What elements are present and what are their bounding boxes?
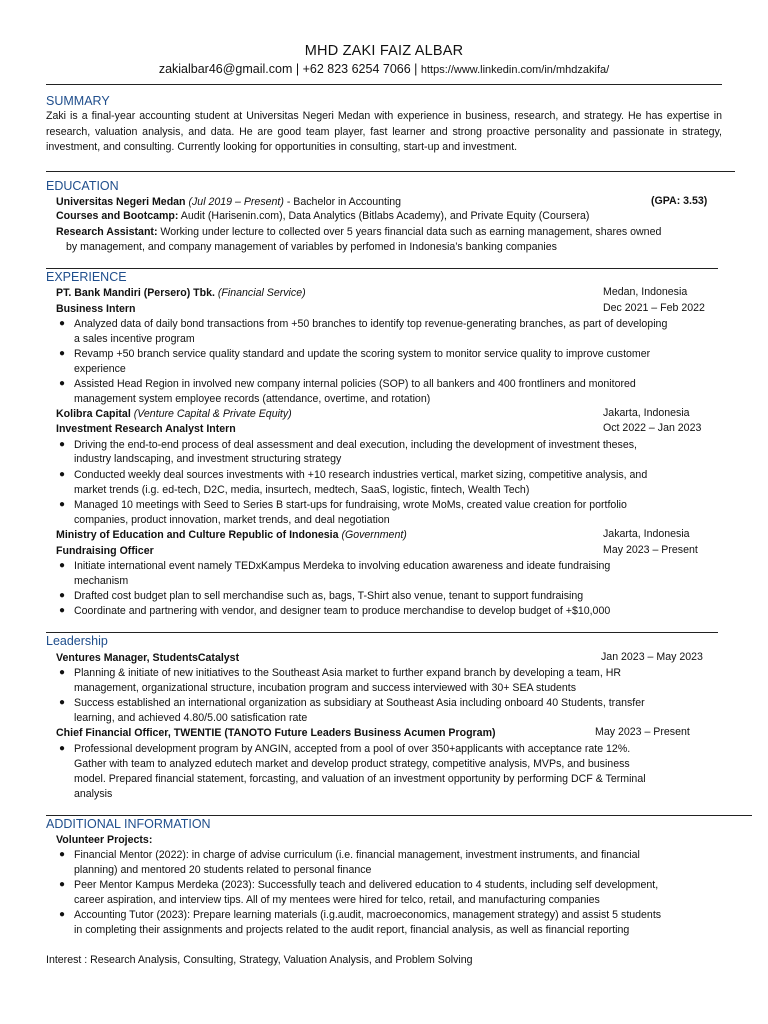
bullet-text-cont: planning) and mentored 20 students related to personal finance	[74, 864, 372, 876]
bullet-text-cont: mechanism	[74, 575, 129, 587]
job-org-line	[56, 407, 292, 422]
summary-text: Zaki is a final-year accounting student at Universitas Negeri Medan with experience in business, research, and strategy. He has expertise in research, valuation analysis, and data. He are good team player, fast learner and strong proactive personality and passionate in strategy, investment, and consulting. Currently looking for opportunities in consulting, start-up and investment.	[46, 110, 722, 154]
job-location: Jakarta, Indonesia	[603, 528, 690, 540]
job-org: Ministry of Education and Culture Republic of Indonesia	[56, 529, 339, 541]
leadership-heading: Leadership	[46, 634, 108, 648]
bullet-icon: ●	[59, 667, 66, 678]
bullet-text: Drafted cost budget plan to sell merchandise such as, bags, T-Shirt also venue, tenant to support fundraising	[74, 590, 584, 602]
summary-heading: SUMMARY	[46, 94, 110, 108]
courses-label: Courses and Bootcamp:	[56, 210, 179, 222]
job-org-type: (Government)	[338, 529, 407, 541]
bullet-text-cont: learning, and achieved 4.80/5.00 satisfication rate	[74, 712, 308, 724]
bullet-text: Revamp +50 branch service quality standard and update the scoring system to monitor service quality to improve customer	[74, 348, 651, 360]
bullet-text-cont: in completing their assignments and projects related to the audit report, financial analysis, as well as financial reporting	[74, 924, 630, 936]
job-dates: Oct 2022 – Jan 2023	[603, 422, 702, 434]
bullet-text: Coordinate and partnering with vendor, and designer team to produce merchandise to develop budget of +$10,000	[74, 605, 611, 617]
candidate-name: MHD ZAKI FAIZ ALBAR	[304, 43, 464, 59]
bullet-icon: ●	[59, 318, 66, 329]
courses-line	[56, 209, 589, 224]
linkedin-link[interactable]: https://www.linkedin.com/in/mhdzakifa/	[420, 64, 610, 76]
bullet-text-cont: analysis	[74, 788, 113, 800]
bullet-icon: ●	[59, 743, 66, 754]
degree: - Bachelor in Accounting	[283, 196, 402, 208]
job-org-line	[56, 286, 306, 301]
bullet-icon: ●	[59, 378, 66, 389]
bullet-text-cont: experience	[74, 363, 126, 375]
bullet-icon: ●	[59, 909, 66, 920]
bullet-icon: ●	[59, 469, 66, 480]
job-location: Medan, Indonesia	[603, 286, 688, 298]
bullet-text-cont: industry landscaping, and investment structuring strategy	[74, 453, 342, 465]
bullet-text: Financial Mentor (2022): in charge of advise curriculum (i.e. financial management, investment instruments, and financial	[74, 849, 640, 861]
education-divider	[46, 268, 718, 269]
contact-line	[0, 62, 768, 76]
leadership-title: Chief Financial Officer, TWENTIE (TANOTO Future Leaders Business Acumen Program)	[56, 727, 496, 739]
school-name: Universitas Negeri Medan	[56, 196, 186, 208]
education-heading: EDUCATION	[46, 179, 119, 193]
bullet-text: Planning & initiate of new initiatives to the Southeast Asia market to further expand branch by developing a team, HR	[74, 667, 622, 679]
research-assistant-label: Research Assistant:	[56, 226, 158, 238]
leadership-divider	[46, 815, 752, 816]
job-org-type: (Venture Capital & Private Equity)	[130, 408, 292, 420]
volunteer-label: Volunteer Projects:	[56, 834, 153, 846]
bullet-text: Peer Mentor Kampus Merdeka (2023): Successfully teach and delivered education to 4 students, including self development,	[74, 879, 659, 891]
bullet-text: Analyzed data of daily bond transactions from +50 branches to identify top revenue-generating branches, as part of developing	[74, 318, 668, 330]
job-dates: May 2023 – Present	[603, 544, 698, 556]
bullet-text-cont: management system employee records (attendance, overtime, and rotation)	[74, 393, 431, 405]
bullet-icon: ●	[59, 439, 66, 450]
job-org-line	[56, 528, 407, 543]
research-assistant-text-cont: by management, and company management of variables by perfomed in Indonesia’s banking companies	[66, 241, 557, 253]
job-org: PT. Bank Mandiri (Persero) Tbk.	[56, 287, 215, 299]
gpa: (GPA: 3.53)	[651, 195, 708, 207]
bullet-text-cont: management, organizational structure, incubation program and success interviewed with 30+ SEA students	[74, 682, 577, 694]
bullet-text-cont: market trends (i.g. ed-tech, D2C, media, insurtech, medtech, SaaS, logistic, fintech, Wealth Tech)	[74, 484, 530, 496]
bullet-text-cont: career aspiration, and interview tips. All of my mentees were hired for telco, retail, and manufacturing companies	[74, 894, 600, 906]
bullet-icon: ●	[59, 560, 66, 571]
bullet-icon: ●	[59, 499, 66, 510]
bullet-icon: ●	[59, 849, 66, 860]
education-period: (Jul 2019 – Present)	[188, 196, 284, 208]
bullet-text: Driving the end-to-end process of deal assessment and deal execution, including the development of investment theses,	[74, 439, 637, 451]
leadership-title: Ventures Manager, StudentsCatalyst	[56, 652, 240, 664]
job-role: Fundraising Officer	[56, 545, 154, 557]
summary-divider	[46, 171, 735, 172]
research-assistant-text: Working under lecture to collected over 5 years financial data such as earning management, shares owned	[157, 226, 662, 238]
bullet-text-cont: Gather with team to analyzed edutech market and develop product strategy, competitive analysis, MVPs, and business	[74, 758, 630, 770]
leadership-dates: Jan 2023 – May 2023	[601, 651, 703, 663]
bullet-text-cont: a sales incentive program	[74, 333, 195, 345]
interest-line: Interest : Research Analysis, Consulting, Strategy, Valuation Analysis, and Problem Solving	[46, 954, 473, 966]
bullet-text: Assisted Head Region in involved new company internal policies (SOP) to all bankers and 400 frontliners and monitored	[74, 378, 636, 390]
bullet-text-cont: model. Prepared financial statement, forcasting, and valuation of an investment opportunity by performing DCF & Terminal	[74, 773, 646, 785]
bullet-icon: ●	[59, 605, 66, 616]
education-line	[56, 195, 401, 210]
bullet-text: Success established an international organization as subsidiary at Southeast Asia including onboard 40 Students, transfer	[74, 697, 645, 709]
bullet-text-cont: companies, product innovation, market trends, and deal negotiation	[74, 514, 390, 526]
research-assistant-line	[56, 225, 661, 240]
experience-divider	[46, 632, 718, 633]
additional-heading: ADDITIONAL INFORMATION	[46, 817, 211, 831]
bullet-icon: ●	[59, 879, 66, 890]
bullet-text: Accounting Tutor (2023): Prepare learning materials (i.g.audit, macroeconomics, management strategy) and assist 5 students	[74, 909, 662, 921]
bullet-icon: ●	[59, 697, 66, 708]
bullet-text: Managed 10 meetings with Seed to Series B start-ups for fundraising, wrote MoMs, created value creation for portfolio	[74, 499, 627, 511]
job-location: Jakarta, Indonesia	[603, 407, 690, 419]
bullet-icon: ●	[59, 590, 66, 601]
bullet-text: Initiate international event namely TEDxKampus Merdeka to involving education awareness and ideate fundraising	[74, 560, 611, 572]
experience-heading: EXPERIENCE	[46, 270, 127, 284]
job-role: Investment Research Analyst Intern	[56, 423, 236, 435]
job-dates: Dec 2021 – Feb 2022	[603, 302, 705, 314]
bullet-icon: ●	[59, 348, 66, 359]
bullet-text: Conducted weekly deal sources investments with +10 research industries vertical, market sizing, competitive analysis, and	[74, 469, 648, 481]
job-role: Business Intern	[56, 303, 136, 315]
courses-text: Audit (Harisenin.com), Data Analytics (Bitlabs Academy), and Private Equity (Coursera)	[178, 210, 590, 222]
bullet-text: Professional development program by ANGIN, accepted from a pool of over 350+applicants with acceptance rate 12%.	[74, 743, 631, 755]
leadership-dates: May 2023 – Present	[595, 726, 690, 738]
header-divider	[46, 84, 722, 85]
job-org-type: (Financial Service)	[214, 287, 306, 299]
job-org: Kolibra Capital	[56, 408, 131, 420]
contact-details: zakialbar46@gmail.com | +62 823 6254 7066 |	[158, 62, 421, 76]
